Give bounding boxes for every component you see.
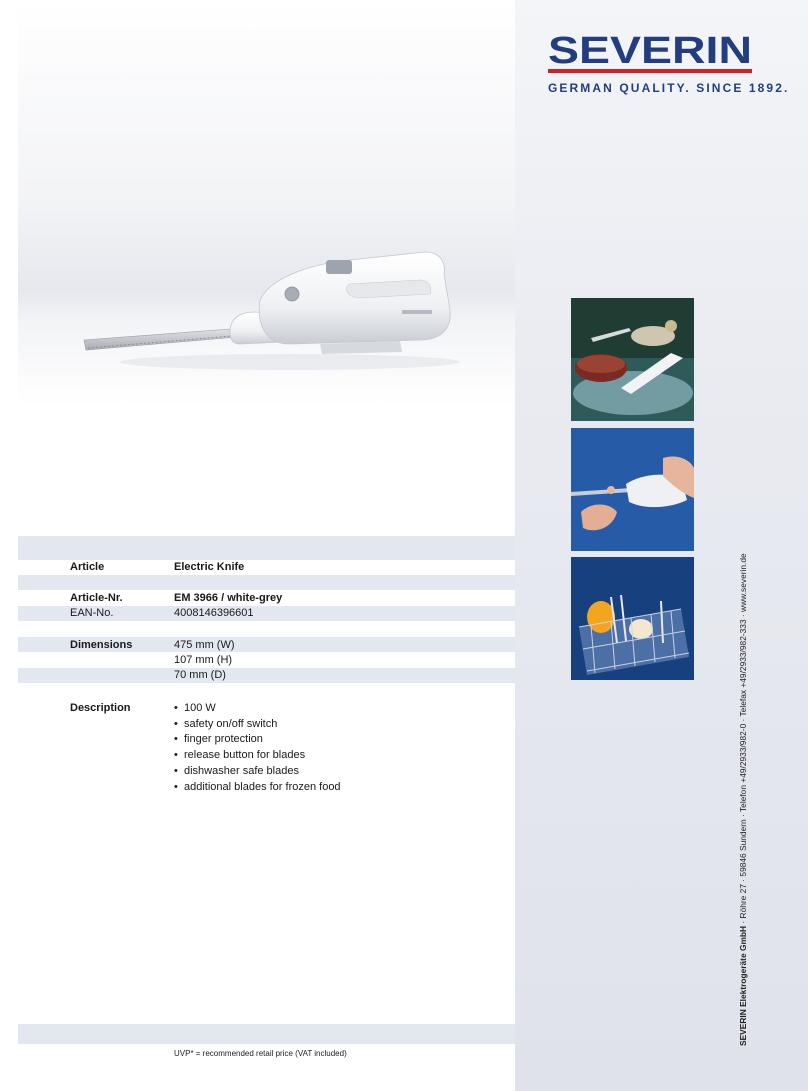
logo-red-bar (548, 69, 752, 73)
brand-logo (548, 32, 790, 95)
feature-item: • dishwasher safe blades (174, 764, 341, 780)
table-band (18, 536, 515, 560)
feature-item: • safety on/off switch (174, 717, 341, 733)
company-contact-vertical (738, 553, 748, 1046)
feature-item: • 100 W (174, 701, 341, 717)
article-nr-label: Article-Nr. (70, 592, 123, 604)
article-label: Article (70, 561, 105, 573)
dimensions-label: Dimensions (70, 639, 133, 651)
logo-wordmark (548, 32, 752, 68)
table-band (18, 575, 515, 590)
ean-value: 4008146396601 (174, 607, 254, 619)
company-name: SEVERIN Elektrogeräte GmbH (738, 925, 748, 1046)
footnote: UVP* = recommended retail price (VAT included) (174, 1049, 347, 1058)
brand-tagline: GERMAN QUALITY. SINCE 1892. (548, 81, 790, 95)
description-label: Description (70, 702, 131, 714)
article-nr-value: EM 3966 (174, 592, 219, 604)
feature-item: • finger protection (174, 732, 341, 748)
logo-wordmark-text: SEVERIN (548, 32, 752, 68)
dimension-depth: 70 mm (D) (174, 669, 226, 681)
dimension-width: 475 mm (W) (174, 639, 235, 651)
article-nr (174, 591, 282, 606)
feature-item: • additional blades for frozen food (174, 780, 341, 796)
photo-dishwasher-basket (571, 557, 694, 680)
article-nr-variant: / white-grey (218, 592, 283, 604)
article-value: Electric Knife (174, 561, 245, 573)
photo-meat-slicing (571, 298, 694, 421)
electric-knife-image (80, 240, 460, 380)
ean-label: EAN-No. (70, 607, 114, 619)
feature-item: • release button for blades (174, 748, 341, 764)
photo-blade-handling (571, 428, 694, 551)
company-contact: · Röhre 27 · 59846 Sundern · Telefon +49/2933/982-0 · Telefax +49/2933/982-333 · www.severin.de (738, 553, 748, 926)
table-band (18, 1024, 515, 1044)
dimension-height: 107 mm (H) (174, 654, 233, 666)
feature-list (174, 701, 341, 795)
table-band (18, 668, 515, 683)
